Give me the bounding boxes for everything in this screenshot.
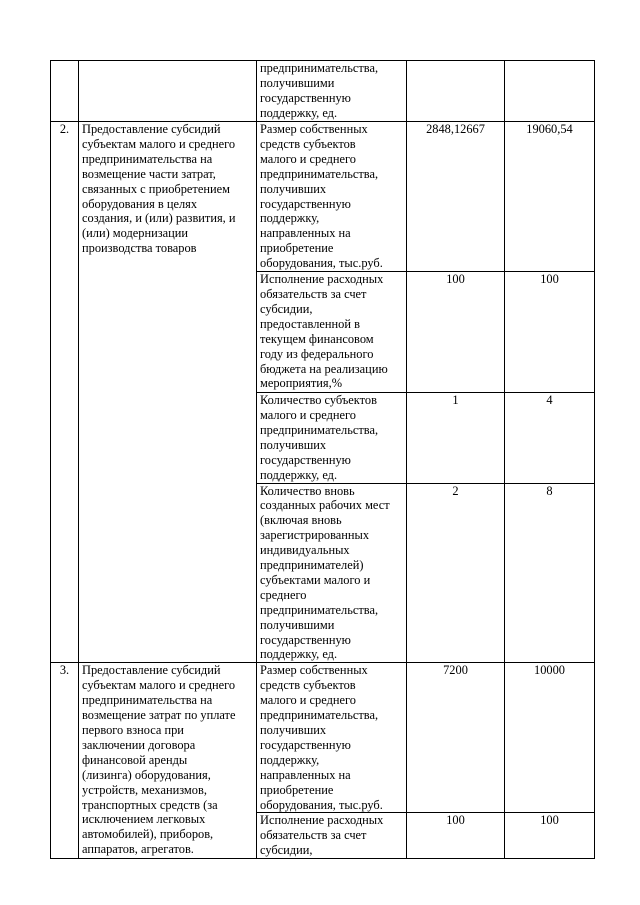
value-cell-1: [407, 663, 505, 813]
value-cell-2: [505, 61, 595, 122]
row-number-cell: [51, 122, 79, 663]
indicator-text: Исполнение расходных обязательств за счет субсидии,: [260, 813, 384, 858]
measure-cell: [79, 663, 257, 859]
indicator-cell: [257, 122, 407, 272]
value-1: 100: [446, 813, 465, 828]
document-page: [50, 60, 594, 859]
value-cell-2: [505, 393, 595, 483]
value-cell-1: [407, 61, 505, 122]
indicator-cell: [257, 272, 407, 393]
indicator-text: Размер собственных средств субъектов малого и среднего предпринимательства, получивших государственную поддержку, направленных на приобретение оборудования, тыс.руб.: [260, 663, 383, 812]
value-cell-2: [505, 122, 595, 272]
value-2: 4: [546, 393, 553, 408]
value-cell-1: [407, 272, 505, 393]
value-cell-2: [505, 272, 595, 393]
indicator-cell: [257, 483, 407, 663]
value-2: 19060,54: [526, 122, 573, 136]
indicator-cell: [257, 393, 407, 483]
value-1: 100: [446, 272, 465, 287]
indicator-cell: [257, 813, 407, 859]
row-number-cell: [51, 663, 79, 859]
value-1: 7200: [443, 663, 468, 678]
indicator-text: Количество субъектов малого и среднего предпринимательства, получивших государственную поддержку, ед.: [260, 393, 379, 482]
indicators-table: [50, 60, 595, 859]
indicator-text: Размер собственных средств субъектов малого и среднего предпринимательства, получивших государственную поддержку, направленных на приобретение оборудования, тыс.руб.: [260, 122, 383, 271]
table-row-continuation: [51, 61, 595, 122]
value-2: 8: [546, 483, 553, 498]
value-2: 10000: [534, 663, 565, 678]
measure-cell: [79, 122, 257, 663]
measure-cell: [79, 61, 257, 122]
value-cell-2: [505, 663, 595, 813]
row-number: 3.: [59, 663, 70, 678]
row-number: 2.: [59, 122, 70, 136]
value-1: 1: [452, 393, 459, 408]
value-cell-2: [505, 813, 595, 859]
value-2: 100: [540, 813, 559, 828]
measure-text: Предоставление субсидий субъектам малого и среднего предпринимательства на возмещение части затрат, связанных с приобретением оборудования в целях создания, и (или) развития, и (или) модернизации производства товаров: [82, 122, 236, 256]
indicator-cell: [257, 663, 407, 813]
row-number-cell: [51, 61, 79, 122]
value-cell-1: [407, 483, 505, 663]
value-1: 2848,12667: [426, 122, 485, 136]
value-cell-1: [407, 122, 505, 272]
indicator-text: Исполнение расходных обязательств за счет субсидии, предоставленной в текущем финансовом году из федерального бюджета на реализацию мероприятия,%: [260, 272, 388, 391]
indicator-cell: [257, 61, 407, 122]
indicator-text: предпринимательства, получившими государственную поддержку, ед.: [260, 61, 379, 120]
value-cell-1: [407, 393, 505, 483]
value-cell-1: [407, 813, 505, 859]
measure-text: Предоставление субсидий субъектам малого и среднего предпринимательства на возмещение затрат по уплате первого взноса при заключении договора финансовой аренды (лизинга) оборудования, устройств, механизмов, транспортных средств (за исключением легковых автомобилей), приборов, аппаратов, агрегатов.: [82, 663, 236, 857]
table-row: [51, 122, 595, 272]
table-row: [51, 663, 595, 813]
indicator-text: Количество вновь созданных рабочих мест (включая вновь зарегистрированных индивидуальных предпринимателей) субъектами малого и среднего предпринимательства, получившими государственную поддержку, ед.: [260, 483, 390, 662]
value-cell-2: [505, 483, 595, 663]
value-1: 2: [452, 483, 459, 498]
value-2: 100: [540, 272, 559, 287]
